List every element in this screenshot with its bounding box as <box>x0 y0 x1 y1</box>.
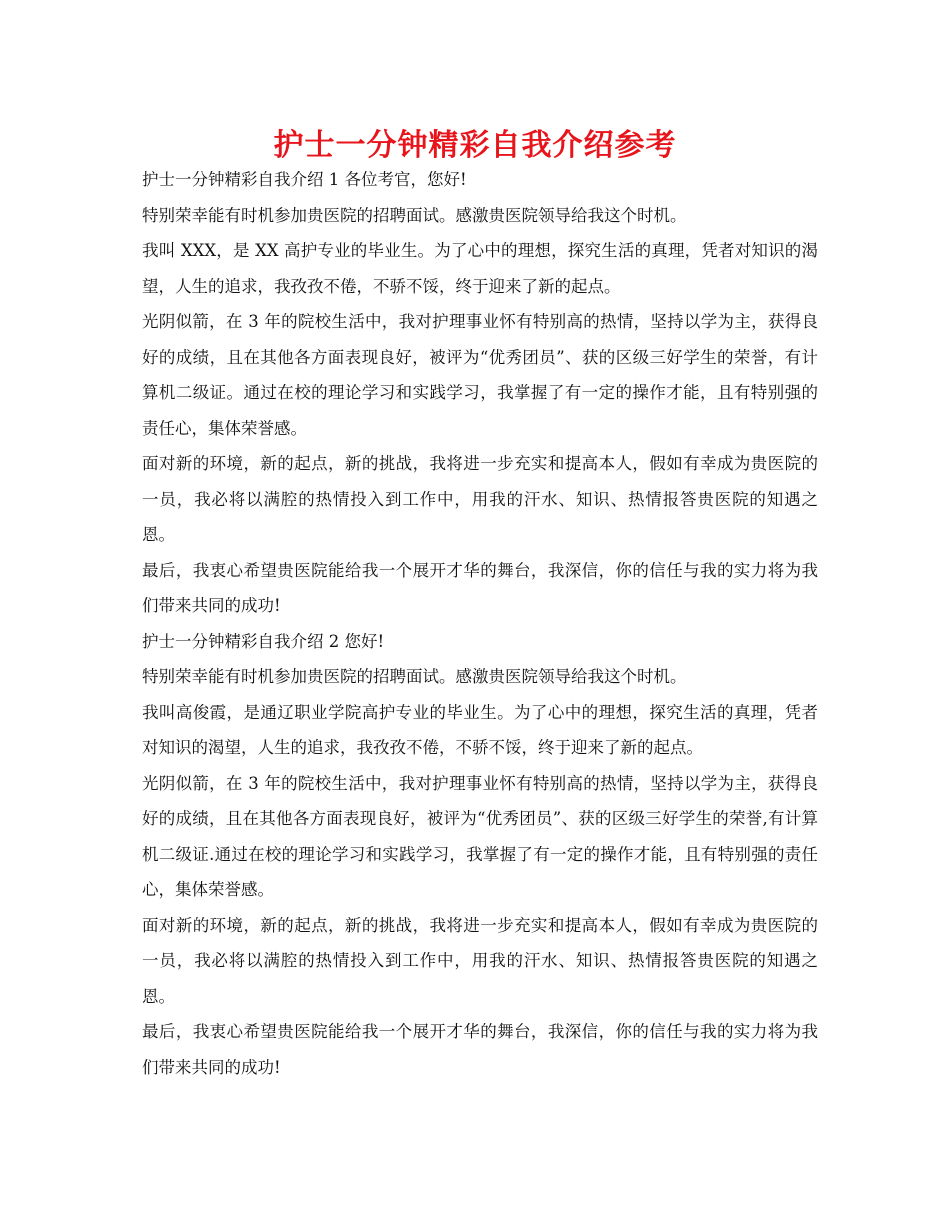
paragraph-school-life: 光阴似箭，在 3 年的院校生活中，我对护理事业怀有特别高的热情，坚持以学为主，获得良好的成绩，且在其他各方面表现良好，被评为“优秀团员”、获的区级三好学生的荣誉，有计算机二级证。通过在校的理论学习和实践学习，我掌握了有一定的操作才能，且有特别强的责任心，集体荣誉感。 <box>142 312 818 438</box>
paragraph-self-intro: 我叫 XXX，是 XX 高护专业的毕业生。为了心中的理想，探究生活的真理，凭者对知识的渴望，人生的追求，我孜孜不倦，不骄不馁，终于迎来了新的起点。 <box>142 241 818 296</box>
paragraph-thanks-2: 特别荣幸能有时机参加贵医院的招聘面试。感激贵医院领导给我这个时机。 <box>142 667 687 686</box>
paragraph-intro-1-greeting: 护士一分钟精彩自我介绍 1 各位考官，您好! <box>142 170 467 189</box>
paragraph-self-intro-2: 我叫高俊霞，是通辽职业学院高护专业的毕业生。为了心中的理想，探究生活的真理，凭者对知识的渴望，人生的追求，我孜孜不倦，不骄不馁，终于迎来了新的起点。 <box>142 702 818 757</box>
paragraph-school-life-2: 光阴似箭，在 3 年的院校生活中，我对护理事业怀有特别高的热情，坚持以学为主，获得良好的成绩，且在其他各方面表现良好，被评为“优秀团员”、获的区级三好学生的荣誉,有计算机二级证.通过在校的理论学习和实践学习，我掌握了有一定的操作才能，且有特别强的责任心，集体荣誉感。 <box>142 773 818 899</box>
document-body <box>142 162 818 1085</box>
paragraph-closing-2: 最后，我衷心希望贵医院能给我一个展开才华的舞台，我深信，你的信任与我的实力将为我们带来共同的成功! <box>142 1022 818 1077</box>
paragraph-closing: 最后，我衷心希望贵医院能给我一个展开才华的舞台，我深信，你的信任与我的实力将为我们带来共同的成功! <box>142 560 818 615</box>
paragraph-intro-2-greeting: 护士一分钟精彩自我介绍 2 您好! <box>142 631 385 651</box>
document-title: 护士一分钟精彩自我介绍参考 <box>273 128 677 163</box>
paragraph-new-environment-2: 面对新的环境，新的起点，新的挑战，我将进一步充实和提高本人，假如有幸成为贵医院的一员，我必将以满腔的热情投入到工作中，用我的汗水、知识、热情报答贵医院的知遇之恩。 <box>142 915 818 1006</box>
paragraph-thanks: 特别荣幸能有时机参加贵医院的招聘面试。感激贵医院领导给我这个时机。 <box>142 205 687 225</box>
paragraph-new-environment: 面对新的环境，新的起点，新的挑战，我将进一步充实和提高本人，假如有幸成为贵医院的一员，我必将以满腔的热情投入到工作中，用我的汗水、知识、热情报答贵医院的知遇之恩。 <box>142 454 818 544</box>
